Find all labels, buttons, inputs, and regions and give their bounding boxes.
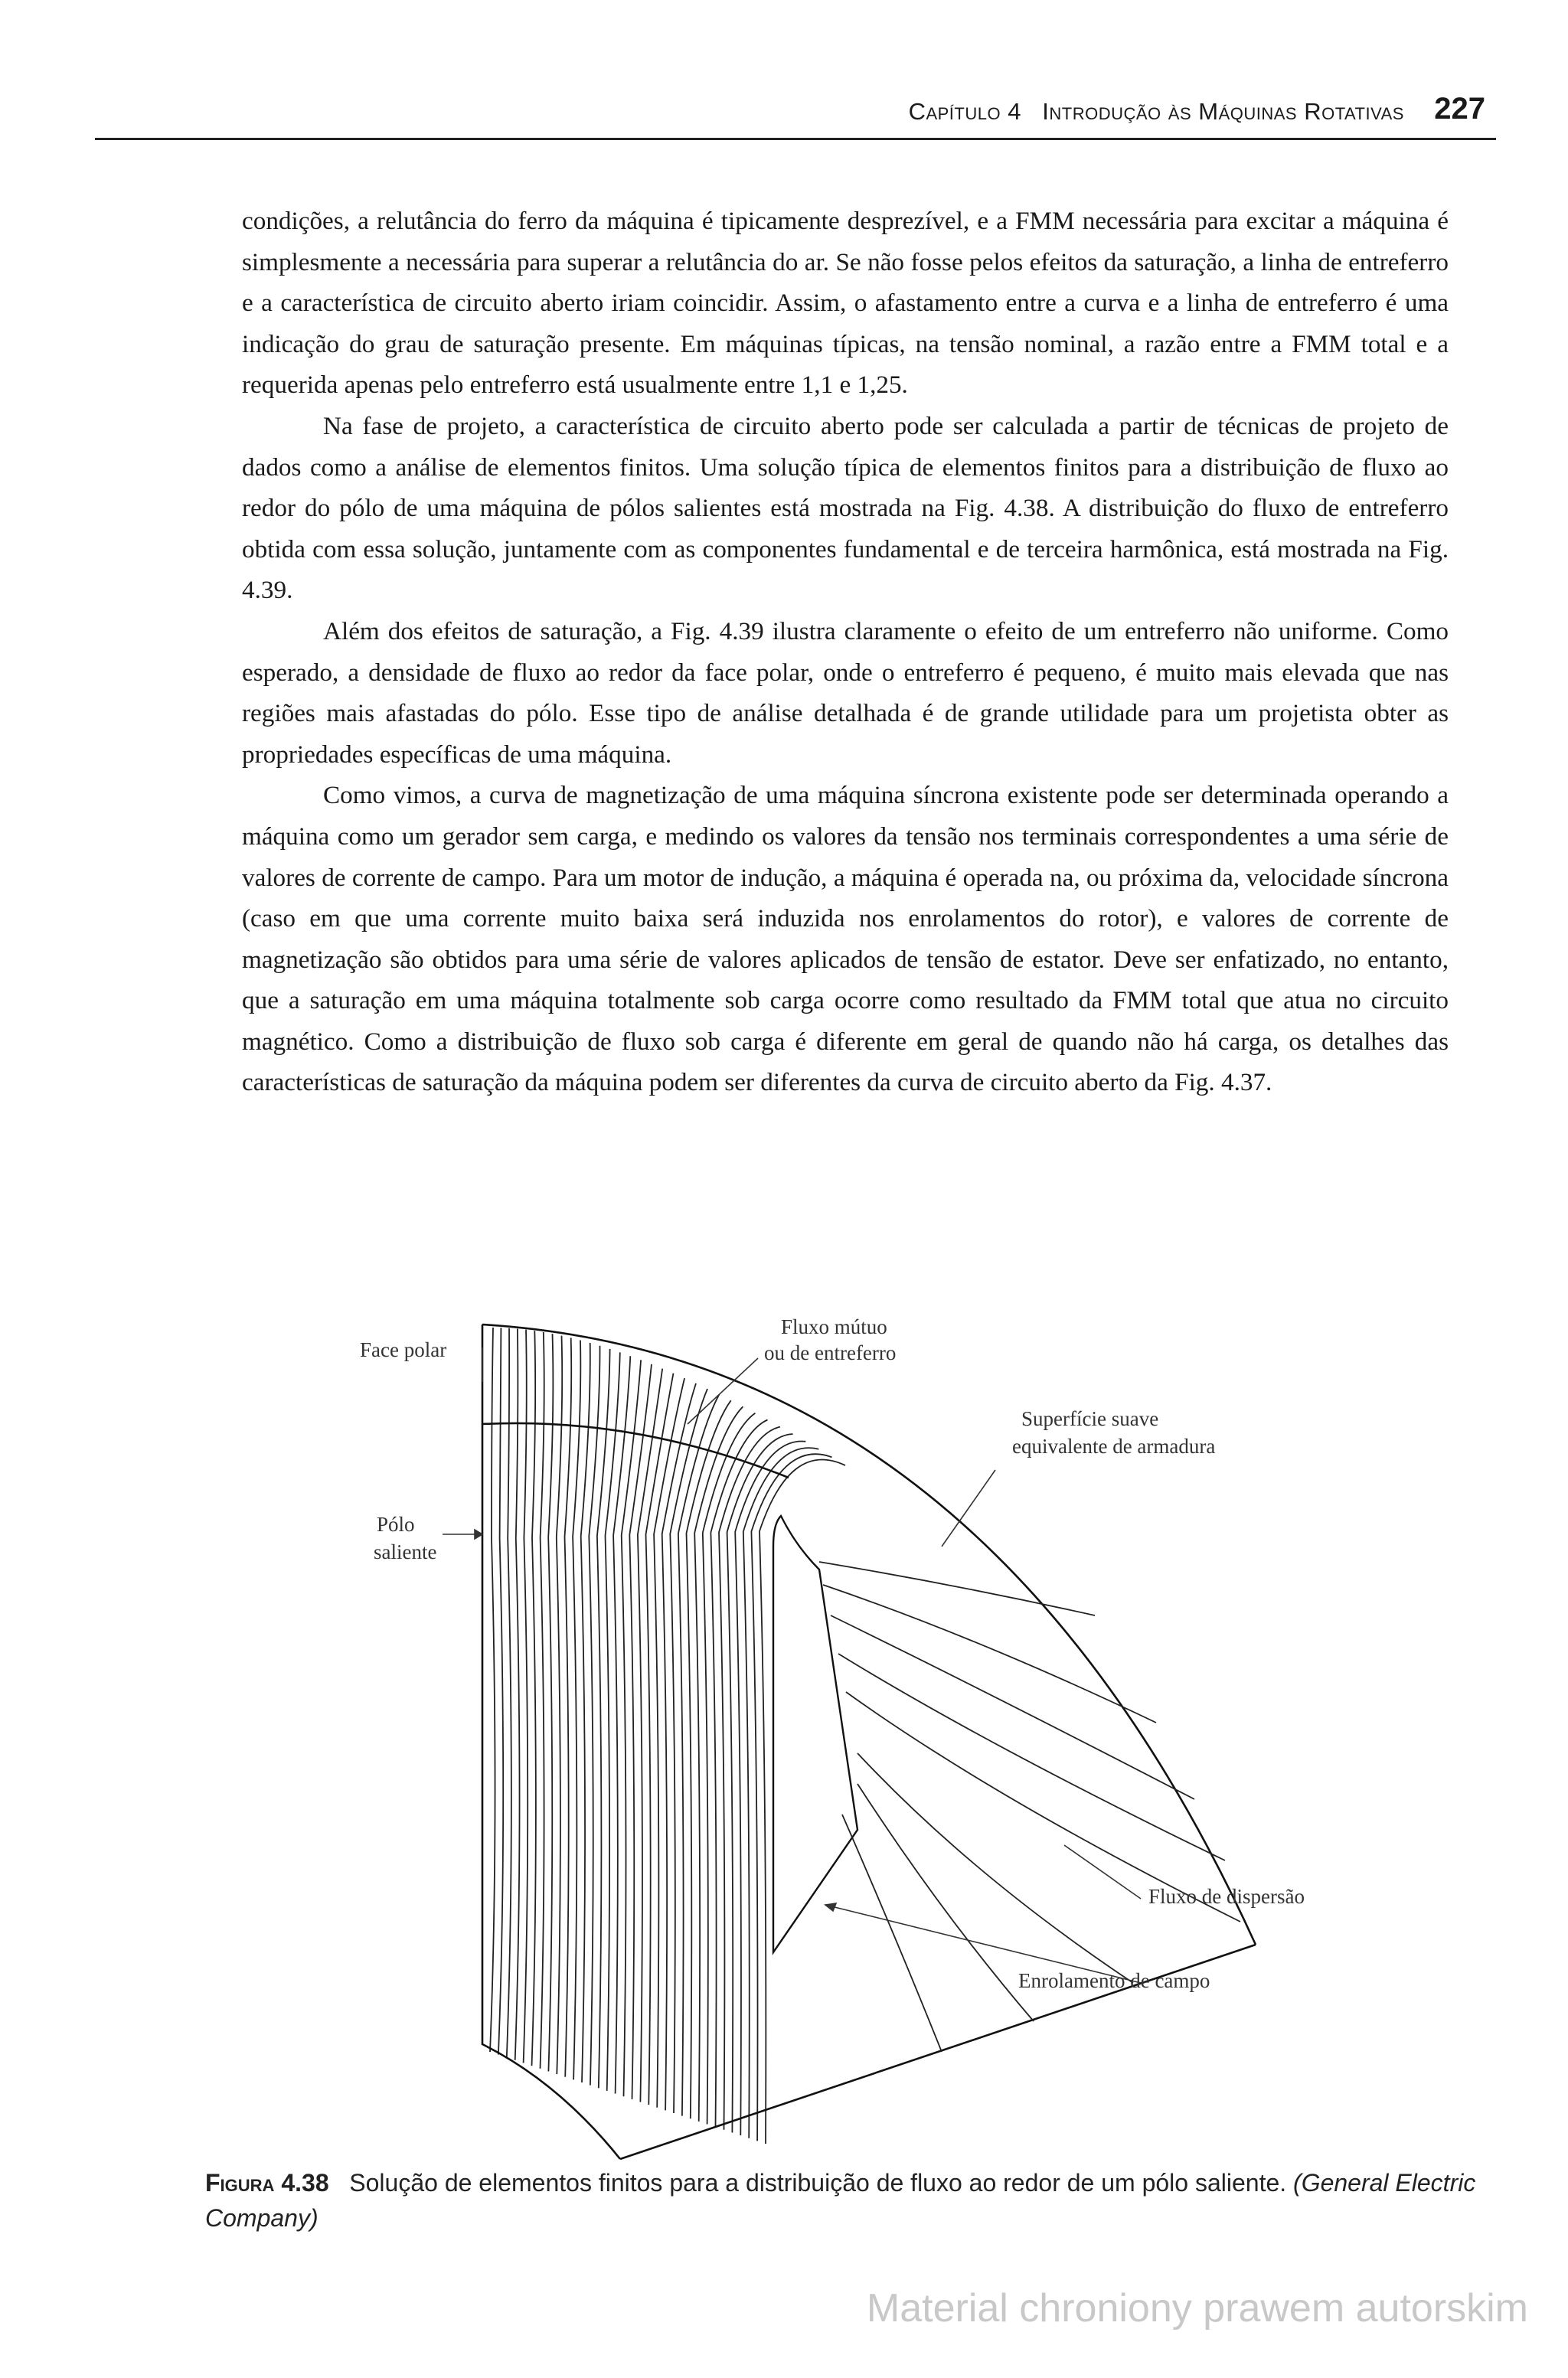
flux-line bbox=[565, 1338, 572, 2076]
figure-flux-distribution bbox=[329, 1294, 1325, 2174]
paragraph-3: Além dos efeitos de saturação, a Fig. 4.39 ilustra claramente o efeito de um entreferro não uniforme. Como esperado, a densidade de fluxo ao redor da face polar, onde o entreferro é pequeno, é muito mais elevada que nas regiões mais afastadas do pólo. Esse tipo de análise detalhada é de grande utilidade para um projetista obter as propriedades específicas de uma máquina. bbox=[242, 616, 1449, 769]
pointer-superficie bbox=[942, 1470, 995, 1547]
running-header bbox=[95, 90, 1496, 140]
flux-line bbox=[694, 1406, 743, 2122]
caption-figure-word: Figura bbox=[205, 2169, 275, 2197]
flux-line bbox=[646, 1374, 674, 2105]
flux-line bbox=[532, 1331, 536, 2066]
flux-line bbox=[557, 1336, 562, 2075]
label-enrolamento: Enrolamento de campo bbox=[1018, 1969, 1210, 1992]
flux-line bbox=[573, 1341, 580, 2080]
flux-line bbox=[597, 1349, 610, 2088]
pole-face-edge bbox=[482, 1423, 789, 1478]
running-header-title bbox=[909, 98, 1404, 126]
label-polo: Pólo bbox=[377, 1513, 415, 1536]
flux-line bbox=[606, 1352, 620, 2090]
flux-line bbox=[735, 1441, 805, 2135]
label-fluxo-mutuo: Fluxo mútuo bbox=[781, 1315, 887, 1338]
flux-line bbox=[498, 1328, 503, 2054]
chapter-label: Capítulo 4 bbox=[908, 98, 1021, 125]
flux-line bbox=[490, 1328, 495, 2052]
pointer-dispersao bbox=[1064, 1845, 1141, 1899]
body-text bbox=[242, 201, 1449, 1103]
paragraph-4: Como vimos, a curva de magnetização de uma máquina síncrona existente pode ser determinada operando a máquina como um gerador sem carga, e medindo os valores da tensão nos terminais correspondentes a uma série de valores de corrente de campo. Para um motor de indução, a máquina é operada na, ou próxima da, velocidade síncrona (caso em que uma corrente muito baixa será induzida nos enrolamentos do rotor), e valores de corrente de magnetização são obtidos para uma série de valores aplicados de tensão de estator. Deve ser enfatizado, no entanto, que a saturação em uma máquina totalmente sob carga ocorre como resultado da FMM total que atua no circuito magnético. Como a distribuição de fluxo sob carga é diferente em geral de quando não há carga, os detalhes das características de saturação da máquina podem ser diferentes da curva de circuito aberto da Fig. 4.37. bbox=[242, 781, 1449, 1097]
label-dispersao: Fluxo de dispersão bbox=[1148, 1885, 1305, 1908]
flux-line bbox=[629, 1364, 652, 2099]
paragraph-2: Na fase de projeto, a característica de circuito aberto pode ser calculada a partir de técnicas de projeto de dados como a análise de elementos finitos. Uma solução típica de elementos finitos para a distribuição de fluxo ao redor do pólo de uma máquina de pólos salientes está mostrada na Fig. 4.38. A distribuição do fluxo de entreferro obtida com essa solução, juntamente com as componentes fundamental e de terceira harmônica, está mostrada na Fig. 4.39. bbox=[242, 411, 1449, 605]
flux-plot bbox=[329, 1294, 1325, 2174]
flux-line bbox=[524, 1330, 528, 2063]
paragraph-1: condições, a relutância do ferro da máquina é tipicamente desprezível, e a FMM necessária para excitar a máquina é simplesmente a necessária para superar a relutância do ar. Se não fosse pelos efeitos da saturação, a linha de entreferro e a característica de circuito aberto iriam coincidir. Assim, o afastamento entre a curva e a linha de entreferro é uma indicação do grau de saturação presente. Em máquinas típicas, na tensão nominal, a razão entre a FMM total e a requerida apenas pelo entreferro está usualmente entre 1,1 e 1,25. bbox=[242, 207, 1449, 400]
flux-line bbox=[751, 1454, 831, 2141]
caption-text: Solução de elementos finitos para a distribuição de fluxo ao redor de um pólo saliente. bbox=[349, 2169, 1287, 2197]
flux-line bbox=[515, 1329, 520, 2060]
label-saliente: saliente bbox=[374, 1540, 437, 1563]
chapter-title: Introdução às Máquinas Rotativas bbox=[1042, 98, 1404, 125]
flux-line bbox=[613, 1356, 630, 2093]
flux-line bbox=[507, 1328, 511, 2058]
pole-body bbox=[773, 1516, 858, 1952]
figure-caption bbox=[205, 2165, 1499, 2236]
flux-line bbox=[548, 1334, 553, 2071]
caption-figure-number: 4.38 bbox=[281, 2169, 329, 2197]
flux-line bbox=[710, 1420, 767, 2128]
label-superficie: Superfície suave bbox=[1021, 1407, 1159, 1430]
label-armadura: equivalente de armadura bbox=[1012, 1435, 1216, 1458]
flux-line bbox=[743, 1448, 819, 2138]
label-entreferro: ou de entreferro bbox=[764, 1341, 897, 1364]
flux-line bbox=[581, 1343, 590, 2082]
watermark: Material chroniony prawem autorskim bbox=[866, 2286, 1528, 2331]
page-number: 227 bbox=[1434, 92, 1485, 126]
flux-line bbox=[589, 1346, 599, 2086]
caption-credit: (General Electric Company) bbox=[205, 2169, 1476, 2232]
label-face-polar: Face polar bbox=[360, 1338, 447, 1361]
flux-line bbox=[670, 1389, 707, 2113]
flux-line bbox=[541, 1332, 544, 2069]
